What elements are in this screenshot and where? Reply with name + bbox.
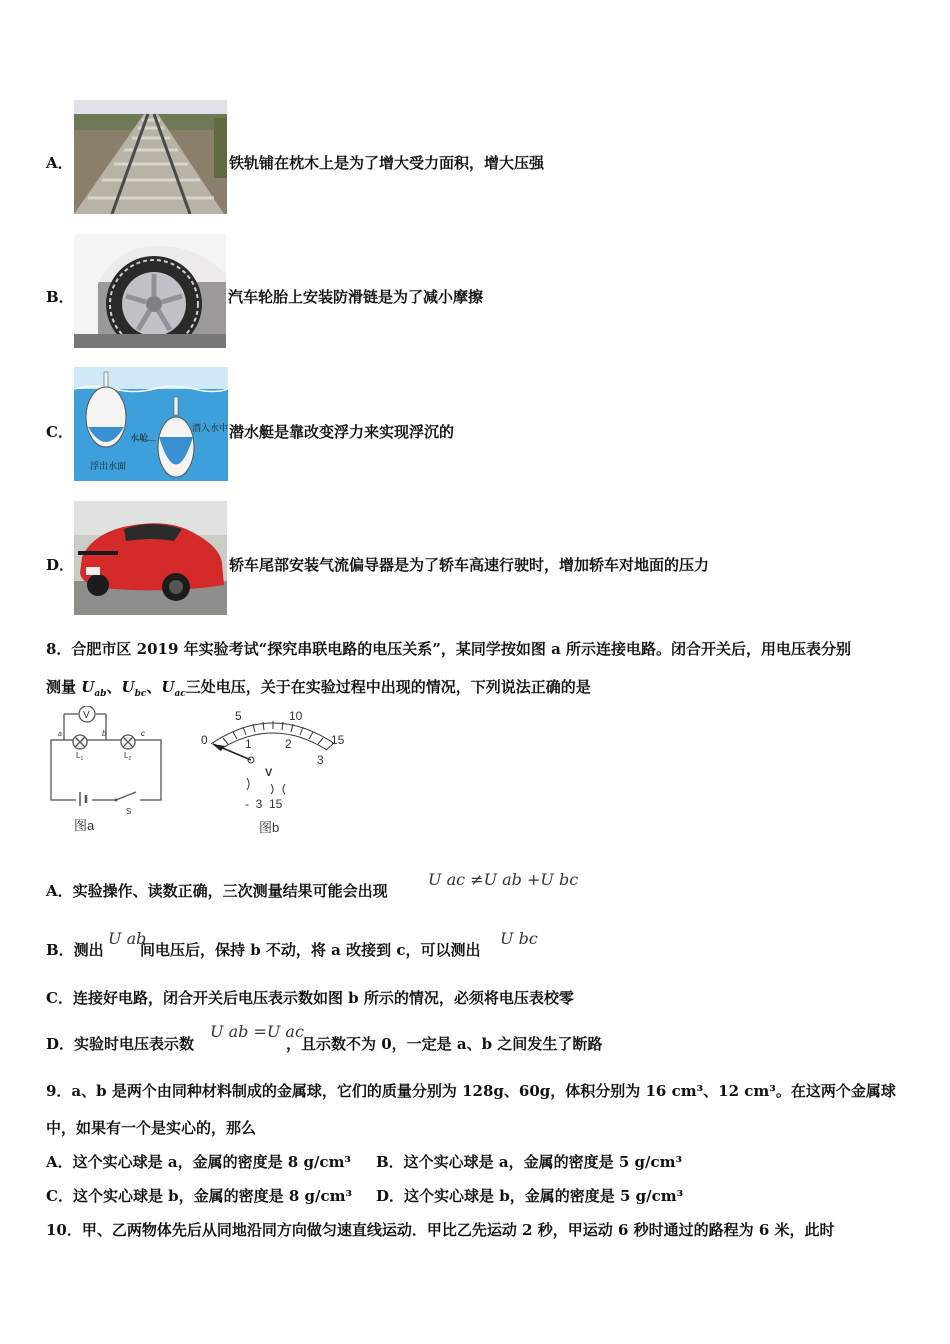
- meter-terminals: - 3 15: [245, 797, 283, 811]
- q9-option-c: C．这个实心球是 b，金属的密度是 8 g/cm³: [46, 1187, 353, 1205]
- circuit-diagram-fig-a: [44, 706, 174, 836]
- q8-line2: [46, 676, 591, 699]
- q8-line2-pre: 测量: [46, 678, 82, 696]
- node-c: c: [141, 729, 145, 738]
- q8-option-b-pre: B．测出: [46, 941, 104, 959]
- node-a: a: [58, 731, 62, 738]
- q8-u-ac: U: [161, 678, 175, 696]
- option-d-text: 轿车尾部安装气流偏导器是为了轿车高速行驶时，增加轿车对地面的压力: [229, 556, 710, 574]
- q8-sep1: 、: [106, 678, 122, 696]
- q9-option-d: D．这个实心球是 b，金属的密度是 5 g/cm³: [376, 1187, 684, 1205]
- svg-text:L1: [76, 751, 83, 762]
- option-c-letter: C．: [46, 423, 73, 441]
- fig-a-caption: 图a: [74, 818, 95, 833]
- meter-top-5: 5: [235, 709, 242, 723]
- q8-sep2: 、: [146, 678, 162, 696]
- q8-option-a: [46, 880, 388, 901]
- option-a-text: 铁轨铺在枕木上是为了增大受力面积，增大压强: [229, 154, 545, 172]
- q8-u-bc: U: [121, 678, 135, 696]
- q9-line2: 中，如果有一个是实心的，那么: [46, 1119, 257, 1137]
- svg-text:L2: [124, 751, 131, 762]
- q8-u-bc-sub: bc: [134, 689, 147, 699]
- option-c-text: 潜水艇是靠改变浮力来实现浮沉的: [229, 423, 455, 441]
- submarine-label-tank: 水舱: [130, 434, 149, 444]
- sports-car-spoiler-photo: [74, 501, 227, 615]
- node-b: b: [102, 729, 107, 738]
- lamp-l1: L: [76, 751, 81, 760]
- q8-u-ac-sub: ac: [174, 689, 186, 699]
- lamp-l2-sub: 2: [128, 756, 132, 762]
- q8-option-a-formula: U ac ≠U ab +U bc: [428, 870, 579, 889]
- switch-label: S: [126, 807, 132, 816]
- lamp-l1-sub: 1: [80, 756, 84, 762]
- q8-option-d-formula: U ab =U ac: [210, 1022, 304, 1041]
- voltmeter-symbol: V: [83, 710, 90, 721]
- q8-option-c: C．连接好电路，闭合开关后电压表示数如图 b 所示的情况，必须将电压表校零: [46, 989, 574, 1007]
- option-b-text: 汽车轮胎上安装防滑链是为了减小摩擦: [228, 288, 484, 306]
- q8-option-a-text: A．实验操作、读数正确，三次测量结果可能会出现: [46, 882, 388, 900]
- svg-text:V: V: [265, 767, 273, 779]
- q8-option-b-formula-1: U ab: [108, 929, 147, 948]
- voltmeter-dial-fig-b: [195, 704, 355, 836]
- q9-option-b: B．这个实心球是 a，金属的密度是 5 g/cm³: [376, 1153, 683, 1171]
- lamp-l2: L: [124, 751, 129, 760]
- tire-snow-chain-photo: [74, 234, 226, 348]
- q8-option-b: [46, 939, 104, 960]
- q9-line1: 9．a、b 是两个由同种材料制成的金属球，它们的质量分别为 128g、60g，体积分别为 16 cm³、12 cm³。在这两个金属球: [46, 1082, 896, 1100]
- q8-u-ab: U: [81, 678, 95, 696]
- submarine-label-surface: 浮出水面: [90, 462, 127, 472]
- q8-option-b-mid: 间电压后，保持 b 不动，将 a 改接到 c，可以测出: [140, 941, 481, 959]
- q8-line2-post: 三处电压，关于在实验过程中出现的情况，下列说法正确的是: [185, 678, 591, 696]
- submarine-diagram: [74, 367, 228, 481]
- meter-bottom-1: 1: [245, 737, 252, 751]
- q8-option-d-post: ，且示数不为 0，一定是 a、b 之间发生了断路: [286, 1035, 603, 1053]
- q9-option-a: A．这个实心球是 a，金属的密度是 8 g/cm³: [46, 1153, 352, 1171]
- railway-track-photo: [74, 100, 227, 214]
- q10-line1: 10．甲、乙两物体先后从同地沿同方向做匀速直线运动．甲比乙先运动 2 秒，甲运动 6 秒时通过的路程为 6 米，此时: [46, 1221, 835, 1239]
- meter-top-0: 0: [201, 733, 208, 747]
- q8-option-b-formula-2: U bc: [500, 929, 538, 948]
- meter-top-10: 10: [289, 709, 303, 723]
- option-a-letter: A．: [46, 154, 73, 172]
- meter-bottom-3: 3: [317, 753, 324, 767]
- q8-option-d-pre: D．实验时电压表示数: [46, 1035, 195, 1053]
- submarine-label-dive: 潜入水中: [192, 424, 228, 434]
- option-d-letter: D．: [46, 556, 75, 574]
- meter-bottom-2: 2: [285, 737, 292, 751]
- fig-b-caption: 图b: [259, 820, 280, 835]
- q8-u-ab-sub: ab: [94, 689, 107, 699]
- option-b-letter: B．: [46, 288, 74, 306]
- meter-top-15: 15: [331, 733, 345, 747]
- q8-line1: 8．合肥市区 2019 年实验考试“探究串联电路的电压关系”，某同学按如图 a 所示连接电路。闭合开关后，用电压表分别: [46, 640, 852, 658]
